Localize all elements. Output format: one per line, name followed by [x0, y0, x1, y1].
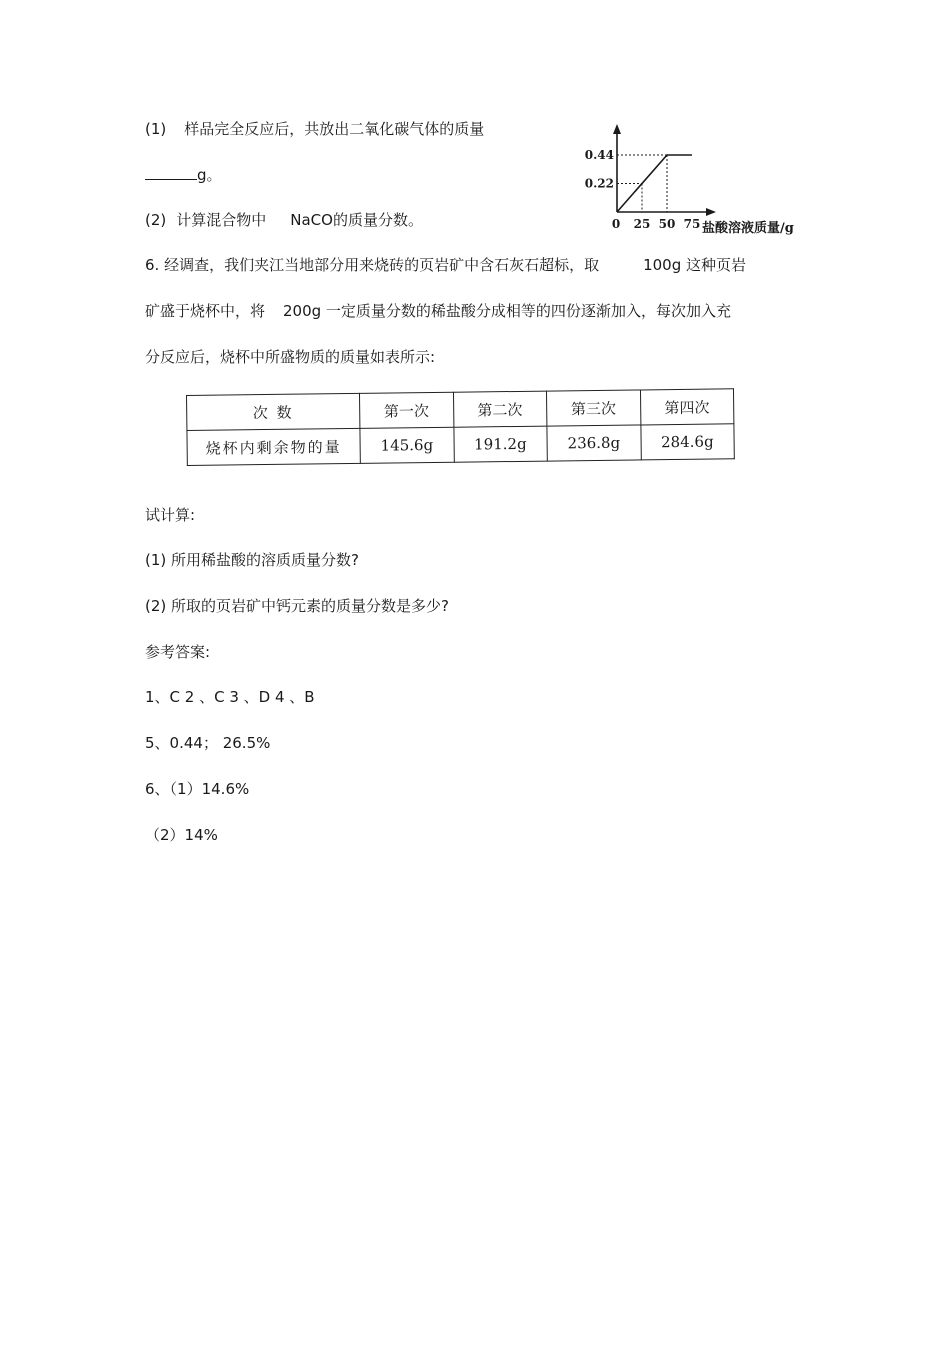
q5-sub2-text-b: NaCO的质量分数。 — [290, 211, 423, 229]
q6-line2 — [145, 301, 731, 321]
answers-line1: 1、C 2 、C 3 、D 4 、B — [145, 688, 315, 706]
y-tick-label: 0.44 — [584, 148, 614, 162]
x-tick-label: 25 — [633, 217, 651, 231]
table-cell: 次 数 — [187, 393, 360, 430]
q6-line3: 分反应后，烧杯中所盛物质的质量如表所示: — [145, 348, 436, 366]
table-cell: 191.2g — [453, 426, 547, 462]
table-cell: 第一次 — [359, 392, 453, 428]
co2-mass-chart — [585, 118, 805, 240]
table-cell: 第二次 — [453, 391, 547, 427]
answers-title: 参考答案: — [145, 643, 211, 661]
q6-line1-text-a: 6. 经调查，我们夹江当地部分用来烧砖的页岩矿中含石灰石超标，取 — [145, 256, 600, 274]
answers-line3: 6、（1）14.6% — [145, 780, 250, 798]
q5-sub1-answer-line — [145, 165, 222, 185]
x-tick-label: 50 — [658, 217, 676, 231]
table-cell: 236.8g — [547, 425, 641, 461]
q6-sub1: (1) 所用稀盐酸的溶质质量分数? — [145, 551, 359, 569]
x-tick-label: 75 — [683, 217, 701, 231]
q6-sub2: (2) 所取的页岩矿中钙元素的质量分数是多少? — [145, 597, 449, 615]
q6-line2-text-b: 200g 一定质量分数的稀盐酸分成相等的四份逐渐加入，每次加入充 — [283, 302, 731, 320]
answer-blank — [145, 165, 197, 180]
series-line — [617, 155, 692, 212]
x-tick-label: 0 — [611, 217, 621, 231]
q5-sub2-text-a: 计算混合物中 — [176, 211, 267, 229]
q6-line2-text-a: 矿盛于烧杯中，将 — [145, 302, 266, 320]
answers-line2: 5、0.44； 26.5% — [145, 734, 271, 752]
q5-sub1-unit: g。 — [197, 166, 222, 184]
x-axis-label: 盐酸溶液质量/g — [702, 221, 794, 236]
q6-line1 — [145, 255, 746, 275]
q5-sub2-number: (2) — [145, 211, 167, 229]
y-axis-arrow — [613, 124, 621, 134]
answers-line4: （2）14% — [145, 826, 218, 844]
try-calc: 试计算: — [145, 506, 196, 524]
x-axis-arrow — [706, 208, 716, 216]
y-tick-label: 0.22 — [584, 176, 614, 191]
q5-sub1 — [145, 119, 484, 139]
table-cell: 145.6g — [360, 427, 454, 463]
q5-sub2 — [145, 210, 423, 230]
table-cell: 284.6g — [640, 424, 734, 460]
table-cell: 烧杯内剩余物的量 — [187, 428, 360, 465]
table-cell: 第三次 — [546, 390, 640, 426]
q5-sub1-number: (1) — [145, 120, 167, 138]
results-table — [186, 388, 735, 466]
q6-line1-text-b: 100g 这种页岩 — [643, 256, 747, 274]
q5-sub1-text: 样品完全反应后，共放出二氧化碳气体的质量 — [184, 120, 485, 138]
table-cell: 第四次 — [640, 389, 734, 425]
table-row — [187, 424, 734, 466]
